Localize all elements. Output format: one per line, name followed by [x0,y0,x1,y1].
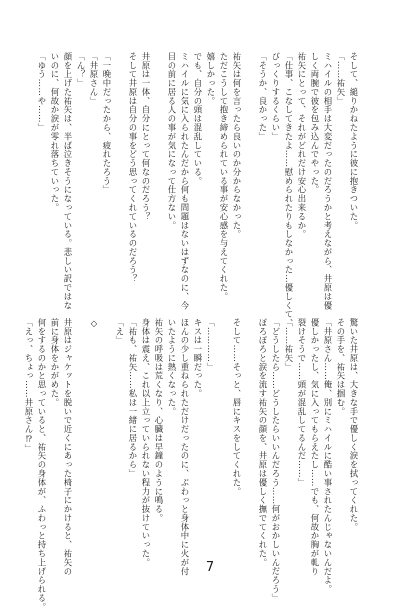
text-line: ただこうして抱き締められている事が安心感を与えてくれた。 [219,52,229,301]
text-line: 顔を上げた祐矢は、半ば泣きそうになっている。悲しい訳ではな [63,52,73,310]
text-line: 祐矢にとって、それがどれだけ安心出来るか。 [297,52,307,239]
text-line: 「どうしたら……どうしたらいいんだろう……何がおかしいんだろう」 [271,318,281,603]
text-line: 「一晩中だったから、疲れたろう」 [102,52,112,195]
text-line [113,52,126,282]
text-line: 驚いた井原は、大きな手で優しく涙を拭ってくれた。 [349,318,359,532]
text-line [243,318,256,554]
text-line: 「仕事、こなしてきたよ……慰められたりもしなかった…優しくて、 [284,52,294,328]
text-line: 井原はジャケットを脱いで近くにあった椅子にかけると、祐矢の [63,318,73,576]
text-line: ミハイルの相手は大変だったのだろうかと考えながら、井原は優 [323,52,333,310]
text-line: その手を、祐矢は掴む。 [336,318,346,416]
text-line: 前に身体をかがめた。 [50,318,60,407]
text-line: ◇ [89,318,99,329]
top-text-block [37,52,360,328]
text-line: いのに、何故か涙が零れ落ちていった。 [50,52,60,213]
text-line: キスは一瞬だった。 [193,318,203,399]
text-line: 「井原さん……俺、別にミハイルに酷い事されたんじゃないんだよ。 [323,318,333,594]
text-line: そして井原は自分の事をどう思ってくれているのだろう？ [128,52,138,284]
text-line: 身体は震え、これ以上立っていられない程力が抜けていった。 [141,318,151,567]
text-line: ミハイルに気に入られたんだから何も問題はないはずなのに、今 [180,52,190,310]
text-line: 何をするのかと思っていると、祐矢の身体が、ふわっと持ち上げられる。 [37,318,47,611]
text-line: 優しかったし、気に入ってもらえたし……でも、何故か胸が軋り [310,318,320,576]
text-line: ほんの少し重ねられただけだったのに、ぶわっと身体中に火が付 [180,318,190,576]
bottom-text-block [24,318,360,611]
text-line: ぽろぽろと涙を流す祐矢の顔を、井原は優しく撫でてくれた。 [258,318,268,567]
text-line: 祐矢は何を言ったら良いのか分からなかった。 [232,52,242,239]
text-line: 「え」 [115,318,125,345]
text-line: 目の前に居る人の事が気になって仕方ない。 [167,52,177,230]
text-line: 「そうか、良かった」 [258,52,268,141]
text-line: いたように熱くなった。 [167,318,177,416]
text-line: 祐矢の呼吸は荒くなり、心臓は早鐘のように鳴る。 [154,318,164,523]
text-line: そして、縋りかねたように彼に抱きついた。 [349,52,359,230]
text-line [100,318,113,554]
text-line: 「祐も、祐矢……私は一緒に居るから」 [128,318,138,478]
text-line: 井原は一体、自分にとって何なのだろう？ [141,52,151,221]
text-line [243,52,256,282]
text-line: びっくりするくらい」 [271,52,281,141]
text-line: しく両腕で彼を包み込んでやった。 [310,52,320,195]
text-line [74,318,87,554]
page-number: 7 [205,560,215,575]
text-line: 「えっ、ちょっ……井原さん⁉」 [24,318,34,453]
text-line: 嬉しかった。 [206,52,216,106]
text-line [217,318,230,554]
text-line: でも、自分の頭は混乱している。 [193,52,203,186]
text-line: 「ん？」 [76,52,86,88]
text-line: 「……祐矢」 [336,52,346,106]
text-line: 「……祐矢」 [284,318,294,372]
text-line: 「ゆう……や……」 [37,52,47,132]
text-line: そして……そっと、唇にキスをしてくれた。 [232,318,242,496]
text-line: 「井原さん」 [89,52,99,106]
text-line: 「…………」 [206,318,216,372]
text-line [152,52,165,282]
text-line: 裂けそうで……頭が混乱してるんだ……」 [297,318,307,487]
